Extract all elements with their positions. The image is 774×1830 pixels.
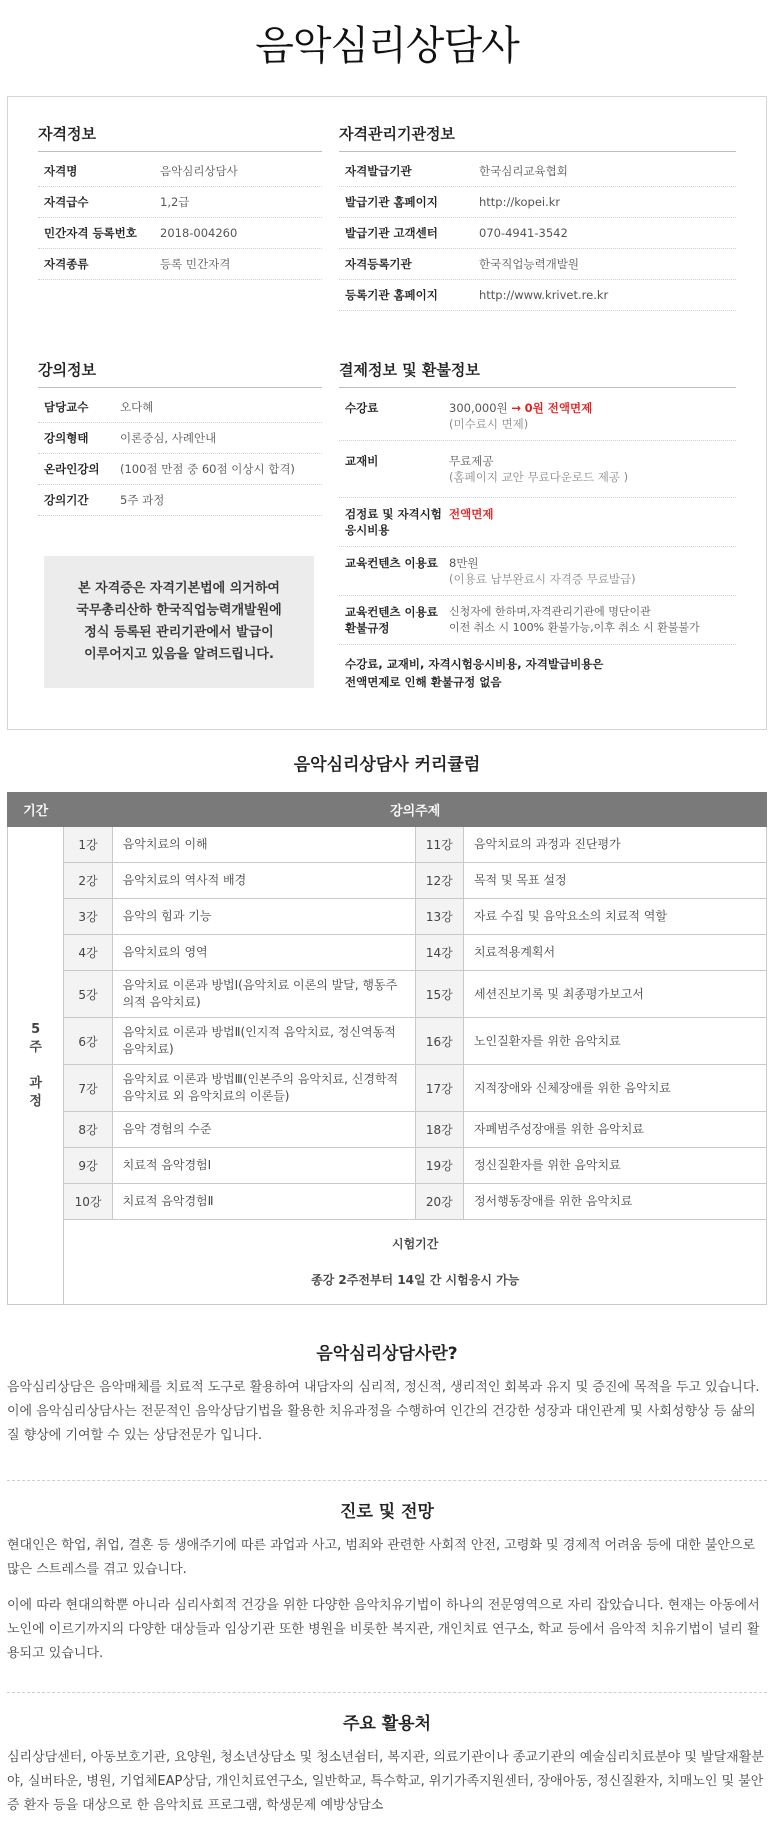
table-row [8, 935, 767, 971]
kv-key: 강의형태 [44, 431, 89, 445]
lesson-number: 14강 [415, 935, 463, 971]
about-title: 음악심리상담사란? [316, 1344, 458, 1364]
lesson-topic: 치료적 음악경험Ⅱ [112, 1184, 415, 1220]
kv-row [339, 249, 736, 280]
book-label: 교재비 [345, 454, 379, 468]
table-row [8, 827, 767, 863]
kv-row [339, 280, 736, 311]
lesson-topic: 음악 경험의 수준 [112, 1112, 415, 1148]
exam-fee-label [339, 506, 449, 538]
table-row [8, 1148, 767, 1184]
exam-fee-value: 전액면제 [449, 507, 494, 521]
homepage-link[interactable]: http://www.krivet.re.kr [479, 288, 609, 302]
info-box [7, 96, 767, 730]
lesson-number: 20강 [415, 1184, 463, 1220]
kv-key: 등록기관 홈페이지 [345, 288, 438, 302]
kv-row [38, 218, 322, 249]
exam-fee-label-line: 응시비용 [345, 523, 390, 537]
period-line: 과 [29, 1075, 42, 1091]
lesson-number: 3강 [64, 899, 112, 935]
exam-fee-value-cell [449, 506, 736, 538]
lesson-topic: 음악치료의 영역 [112, 935, 415, 971]
book-row [339, 441, 736, 498]
content-fee-value: 8만원 [449, 556, 479, 570]
lesson-number: 5강 [64, 971, 112, 1018]
homepage-link[interactable]: http://kopei.kr [479, 195, 561, 209]
kv-key: 자격발급기관 [345, 164, 412, 178]
tuition-value: 300,000원 [449, 401, 508, 415]
lesson-topic: 지적장애와 신체장애를 위한 음악치료 [463, 1065, 766, 1112]
lesson-number: 19강 [415, 1148, 463, 1184]
curriculum-title: 음악심리상담사 커리큘럼 [293, 755, 481, 775]
period-line [8, 1057, 63, 1075]
kv-value: 1,2급 [160, 195, 190, 209]
kv-row [38, 249, 322, 280]
lesson-topic: 치료적용계획서 [463, 935, 766, 971]
about-body [0, 1376, 774, 1448]
lesson-number: 11강 [415, 827, 463, 863]
payment-heading: 결제정보 및 환불정보 [339, 359, 736, 388]
kv-row [38, 187, 322, 218]
kv-key: 민간자격 등록번호 [44, 226, 137, 240]
period-line: 주 [29, 1039, 42, 1055]
usage-paragraph: 심리상담센터, 아동보호기관, 요양원, 청소년상담소 및 청소년쉼터, 복지관, 의료기관이나 종교기관의 예술심리치료분야 및 발달재활분야, 실버타운, 병원, 기업체EAP상담, 개인치료연구소, 일반학교, 특수학교, 위기가족지원센터, 장애아동, 정신질환자, 치매노인 및 불안증 환자 등을 대상으로 한 음악치료 프로그램, 학생문제 예방상담소 [7, 1750, 764, 1813]
career-body [0, 1534, 774, 1666]
usage-body [0, 1746, 774, 1818]
tuition-value-cell [449, 400, 736, 432]
content-fee-value-cell [449, 555, 736, 587]
lesson-topic: 정신질환자를 위한 음악치료 [463, 1148, 766, 1184]
notice-line: 이루어지고 있음을 알려드립니다. [84, 647, 274, 662]
org-info-heading: 자격관리기관정보 [339, 123, 736, 152]
lesson-topic: 음악치료 이론과 방법Ⅱ(인지적 음악치료, 정신역동적 음악치료) [112, 1018, 415, 1065]
kv-key: 발급기관 고객센터 [345, 226, 438, 240]
kv-row [339, 218, 736, 249]
lesson-number: 15강 [415, 971, 463, 1018]
refund-label [339, 604, 449, 636]
lesson-topic: 음악치료 이론과 방법Ⅰ(음악치료 이론의 발달, 행동주의적 음악치료) [112, 971, 415, 1018]
book-value: 무료제공 [449, 454, 494, 468]
lesson-number: 9강 [64, 1148, 112, 1184]
kv-value: 한국직업능력개발원 [479, 257, 579, 271]
kv-row [38, 454, 322, 485]
lesson-number: 2강 [64, 863, 112, 899]
lecture-info [38, 359, 322, 516]
table-row [8, 1018, 767, 1065]
kv-row [339, 156, 736, 187]
payment-note-line: 전액면제로 인해 환불규정 없음 [345, 675, 502, 689]
table-row [8, 863, 767, 899]
right-column [339, 123, 736, 701]
kv-value: 음악심리상담사 [160, 164, 238, 178]
page-title: 음악심리상담사 [255, 23, 519, 69]
lesson-topic: 음악치료의 이해 [112, 827, 415, 863]
lesson-number: 18강 [415, 1112, 463, 1148]
tuition-label: 수강료 [345, 401, 379, 415]
lesson-number: 17강 [415, 1065, 463, 1112]
payment-note-line: 수강료, 교재비, 자격시험응시비용, 자격발급비용은 [345, 657, 604, 671]
kv-row [38, 485, 322, 516]
tuition-free: 0원 전액면제 [524, 401, 593, 415]
lesson-number: 6강 [64, 1018, 112, 1065]
lesson-topic: 자폐범주성장애를 위한 음악치료 [463, 1112, 766, 1148]
exam-cell [64, 1220, 767, 1305]
book-value-cell [449, 453, 736, 485]
lesson-number: 10강 [64, 1184, 112, 1220]
kv-value: 한국심리교육협회 [479, 164, 568, 178]
table-row [8, 971, 767, 1018]
tuition-row [339, 392, 736, 441]
kv-row [38, 423, 322, 454]
period-header: 기간 [8, 793, 64, 827]
kv-value: 2018-004260 [160, 226, 238, 240]
kv-key: 자격명 [44, 164, 78, 178]
table-header-row [8, 793, 767, 827]
period-line: 정 [29, 1093, 42, 1109]
exam-row [8, 1220, 767, 1305]
kv-key: 담당교수 [44, 400, 89, 414]
lesson-number: 16강 [415, 1018, 463, 1065]
kv-value: (100점 만점 중 60점 이상시 합격) [120, 462, 295, 476]
kv-value: 등록 민간자격 [160, 257, 231, 271]
lesson-number: 7강 [64, 1065, 112, 1112]
period-line: 5 [31, 1021, 41, 1037]
period-cell [8, 827, 64, 1305]
notice-line: 국무총리산하 한국직업능력개발원에 [76, 603, 282, 618]
topic-header: 강의주제 [64, 793, 767, 827]
lecture-info-heading: 강의정보 [38, 359, 322, 388]
refund-label-line: 교육컨텐츠 이용료 [345, 605, 438, 619]
kv-row [339, 187, 736, 218]
career-paragraph: 현대인은 학업, 취업, 결혼 등 생애주기에 따른 과업과 사고, 범죄와 관련한 사회적 안전, 고령화 및 경제적 어려움 등에 대한 불안으로 많은 스트레스를 겪고 있습니다. [7, 1538, 756, 1577]
exam-title: 시험기간 [391, 1237, 439, 1251]
kv-value: 070-4941-3542 [479, 226, 568, 240]
table-row [8, 1184, 767, 1220]
career-paragraph: 이에 따라 현대의학뿐 아니라 심리사회적 건강을 위한 다양한 음악치유기법이 하나의 전문영역으로 자리 잡았습니다. 현재는 아동에서 노인에 이르기까지의 다양한 대상들과 임상기관 또한 병원을 비롯한 복지관, 개인치료 연구소, 학교 등에서 음악적 치유기법이 널리 활용되고 있습니다. [7, 1598, 760, 1661]
payment-note [339, 645, 736, 701]
kv-key: 온라인강의 [44, 462, 100, 476]
lesson-number: 1강 [64, 827, 112, 863]
usage-title: 주요 활용처 [342, 1714, 432, 1734]
tuition-sub: (미수료시 면제) [449, 417, 529, 431]
lesson-topic: 목적 및 목표 설정 [463, 863, 766, 899]
kv-row [38, 156, 322, 187]
lesson-topic: 치료적 음악경험Ⅰ [112, 1148, 415, 1184]
content-fee-label: 교육컨텐츠 이용료 [345, 556, 438, 570]
lesson-number: 12강 [415, 863, 463, 899]
curriculum-table [7, 792, 767, 1305]
kv-key: 자격종류 [44, 257, 89, 271]
kv-value: 5주 과정 [120, 493, 165, 507]
table-row [8, 899, 767, 935]
refund-label-line: 환불규정 [345, 621, 390, 635]
refund-row [339, 596, 736, 645]
lesson-topic: 노인질환자를 위한 음악치료 [463, 1018, 766, 1065]
lesson-topic: 음악치료의 역사적 배경 [112, 863, 415, 899]
refund-value-line: 이전 취소 시 100% 환불가능,이후 취소 시 환불불가 [449, 621, 700, 634]
notice-line: 본 자격증은 자격기본법에 의거하여 [78, 581, 280, 596]
kv-row [38, 392, 322, 423]
refund-value-cell [449, 604, 736, 636]
lesson-topic: 음악치료의 과정과 진단평가 [463, 827, 766, 863]
left-column [38, 123, 322, 701]
arrow-icon: → [511, 401, 521, 415]
lesson-number: 13강 [415, 899, 463, 935]
kv-value: 오다혜 [120, 400, 154, 414]
career-title: 진로 및 전망 [340, 1502, 434, 1522]
exam-text: 종강 2주전부터 14일 간 시험응시 가능 [311, 1273, 520, 1287]
kv-key: 자격등록기관 [345, 257, 412, 271]
lesson-topic: 정서행동장애를 위한 음악치료 [463, 1184, 766, 1220]
table-row [8, 1112, 767, 1148]
qual-info-list [38, 156, 322, 280]
table-row [8, 1065, 767, 1112]
kv-key: 자격급수 [44, 195, 89, 209]
lesson-topic: 세션진보기록 및 최종평가보고서 [463, 971, 766, 1018]
content-fee-sub: (이용료 납부완료시 자격증 무료발급) [449, 572, 636, 586]
notice-box [44, 556, 314, 688]
lesson-number: 8강 [64, 1112, 112, 1148]
kv-key: 발급기관 홈페이지 [345, 195, 438, 209]
lesson-topic: 자료 수집 및 음악요소의 치료적 역할 [463, 899, 766, 935]
refund-value-line: 신청자에 한하며,자격관리기관에 명단이관 [449, 605, 651, 618]
lesson-topic: 음악의 힘과 기능 [112, 899, 415, 935]
qual-info-heading: 자격정보 [38, 123, 322, 152]
exam-fee-label-line: 검정료 및 자격시험 [345, 507, 442, 521]
lesson-topic: 음악치료 이론과 방법Ⅲ(인본주의 음악치료, 신경학적 음악치료 외 음악치료의 이론들) [112, 1065, 415, 1112]
kv-value: 이론중심, 사례안내 [120, 431, 217, 445]
kv-key: 강의기간 [44, 493, 89, 507]
about-paragraph: 음악심리상담은 음악매체를 치료적 도구로 활용하여 내담자의 심리적, 정신적, 생리적인 회복과 유지 및 증진에 목적을 두고 있습니다. 이에 음악심리상담사는 전문적인 음악상담기법을 활용한 치유과정을 수행하여 인간의 건강한 성장과 대인관계 및 사회성향상 등 삶의 질 향상에 기여할 수 있는 상담전문가 입니다. [7, 1380, 760, 1443]
lesson-number: 4강 [64, 935, 112, 971]
exam-fee-row [339, 498, 736, 547]
notice-line: 정식 등록된 관리기관에서 발급이 [84, 625, 274, 640]
content-fee-row [339, 547, 736, 596]
book-sub: (홈페이지 교안 무료다운로드 제공 ) [449, 470, 629, 484]
